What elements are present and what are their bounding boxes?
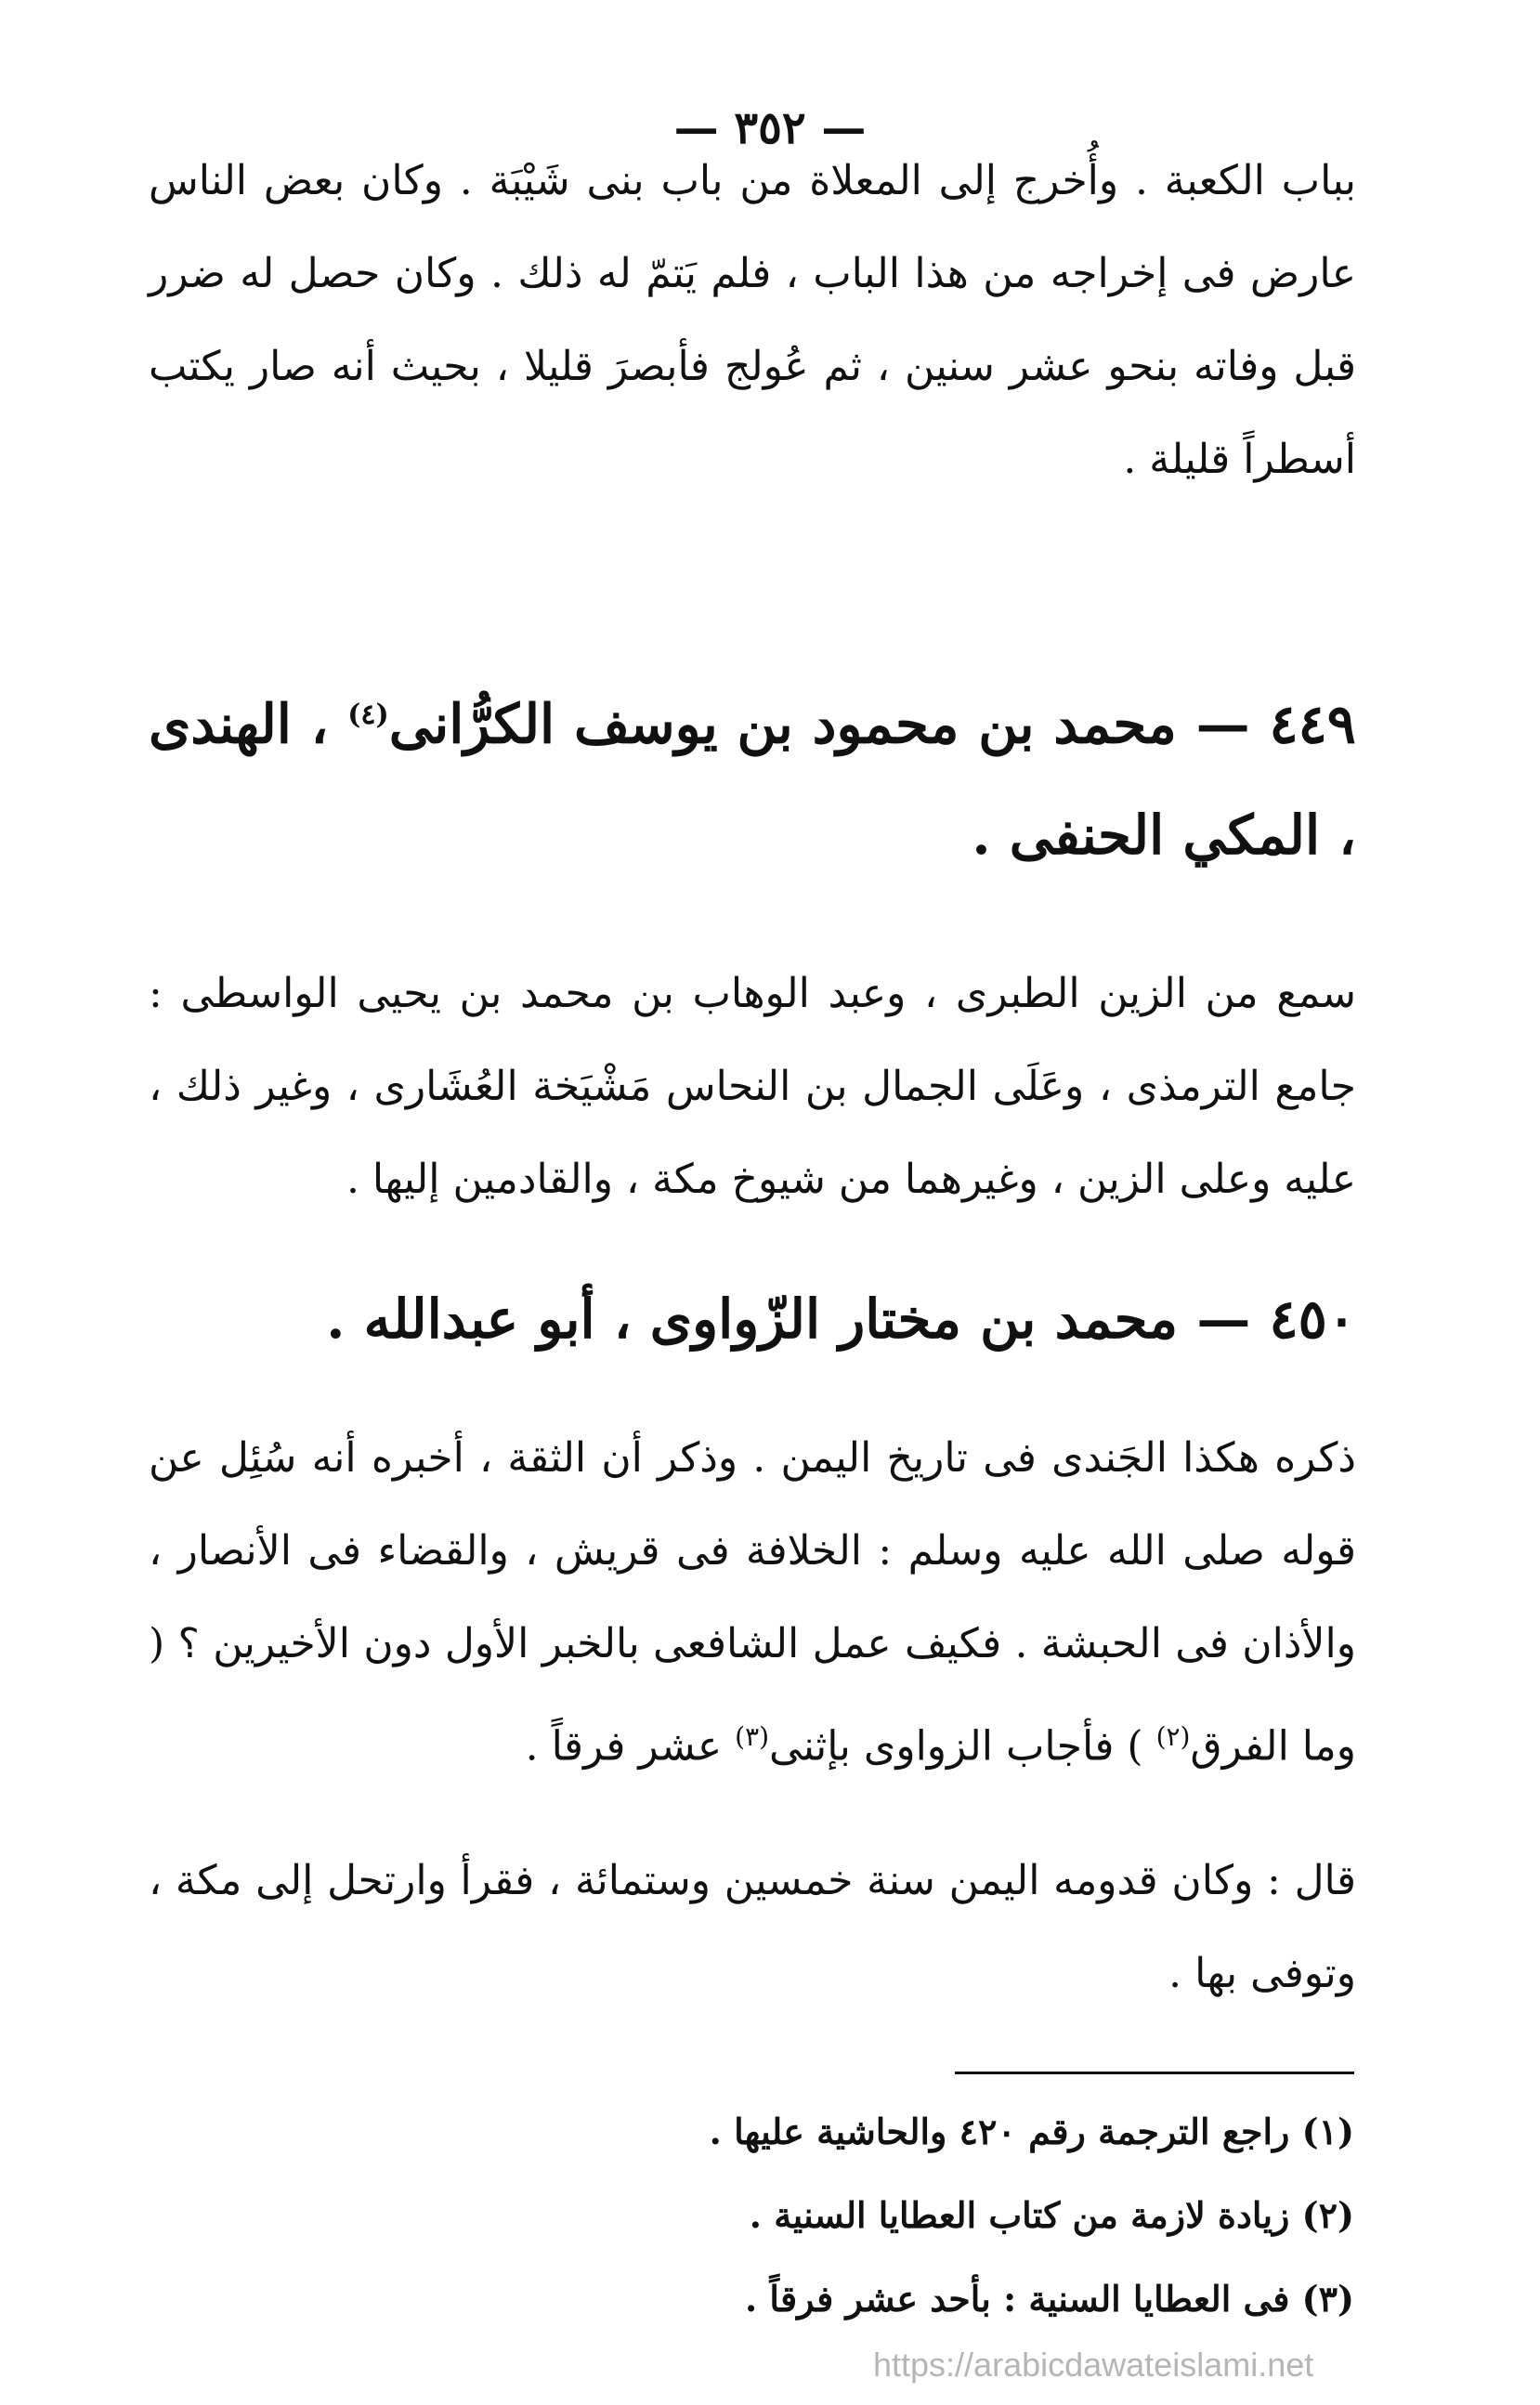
footnote: (١) راجع الترجمة رقم ٤٢٠ والحاشية عليها .: [709, 2111, 1354, 2152]
footnote-ref: (٣): [735, 1721, 770, 1752]
paragraph-part: ) فأجاب الزواوى بإثنى: [769, 1722, 1143, 1771]
footnote-ref: (٤): [347, 699, 389, 731]
entry-dash: —: [1178, 1287, 1251, 1351]
paragraph-text: سمع من الزين الطبرى ، وعبد الوهاب بن محمد بن يحيى الواسطى : جامع الترمذى ، وعَلَى الجمال بن النحاس مَشْيَخة العُشَارى ، وغير ذلك ، عليه وعلى الزين ، وغيرهما من شيوخ مكة ، والقادمين إليها .: [149, 970, 1356, 1203]
entry-name: محمد بن محمود بن يوسف الكرُّانى: [388, 692, 1177, 756]
footnote-ref: (٢): [1155, 1721, 1191, 1752]
paragraph-text: قال : وكان قدومه اليمن سنة خمسين وستمائة ، فقرأ وارتحل إلى مكة ، وتوفى بها .: [149, 1857, 1356, 1997]
paragraph-text: [149, 1412, 1356, 1794]
paragraph-450-cont: [149, 1835, 1356, 2020]
entry-name-rest: ، الهندى ، المكي الحنفى .: [149, 692, 1356, 868]
paragraph-449: [149, 948, 1356, 1226]
footnote-divider: [955, 2072, 1354, 2074]
footnote: (٢) زيادة لازمة من كتاب العطايا السنية .: [749, 2194, 1354, 2236]
entry-number: ٤٤٩: [1269, 692, 1356, 756]
entry-dash: —: [1176, 692, 1250, 756]
paragraph-continuation: [149, 135, 1356, 506]
entry-heading: [149, 1263, 1356, 1375]
entry-number: ٤٥٠: [1269, 1287, 1356, 1351]
paragraph-text: بباب الكعبة . وأُخرج إلى المعلاة من باب بنى شَيْبَة . وكان بعض الناس عارض فى إخراجه من هذا الباب ، فلم يَتمّ له ذلك . وكان حصل له ضرر قبل وفاته بنحو عشر سنين ، ثم عُولج فأبصرَ قليلا ، بحيث أنه صار يكتب أسطراً قليلة .: [149, 157, 1356, 483]
paragraph-part: عشر فرقاً .: [525, 1722, 723, 1771]
watermark-url: https://arabicdawateislami.net: [873, 2346, 1314, 2384]
entry-heading-450: [149, 1263, 1356, 1375]
footnotes: [333, 2090, 1354, 2341]
page-number: — ٣٥٢ —: [673, 102, 867, 154]
paragraph-part: ذكره هكذا الجَندى فى تاريخ اليمن . وذكر أن الثقة ، أخبره أنه سُئِل عن قوله صلى الله عليه وسلم : الخلافة فى قريش ، والقضاء فى الأنصار ، والأذان فى الحبشة . فكيف عمل الشافعى بالخبر الأول دون الأخيرين ؟ ( وما الفرق: [149, 1434, 1356, 1771]
paragraph-450: [149, 1412, 1356, 1794]
entry-name: محمد بن مختار الزّواوى ، أبو عبدالله .: [326, 1287, 1179, 1351]
entry-heading-449: [149, 660, 1356, 891]
entry-heading: [149, 660, 1356, 891]
footnote: (٣) فى العطايا السنية : بأحد عشر فرقاً .: [744, 2278, 1354, 2320]
